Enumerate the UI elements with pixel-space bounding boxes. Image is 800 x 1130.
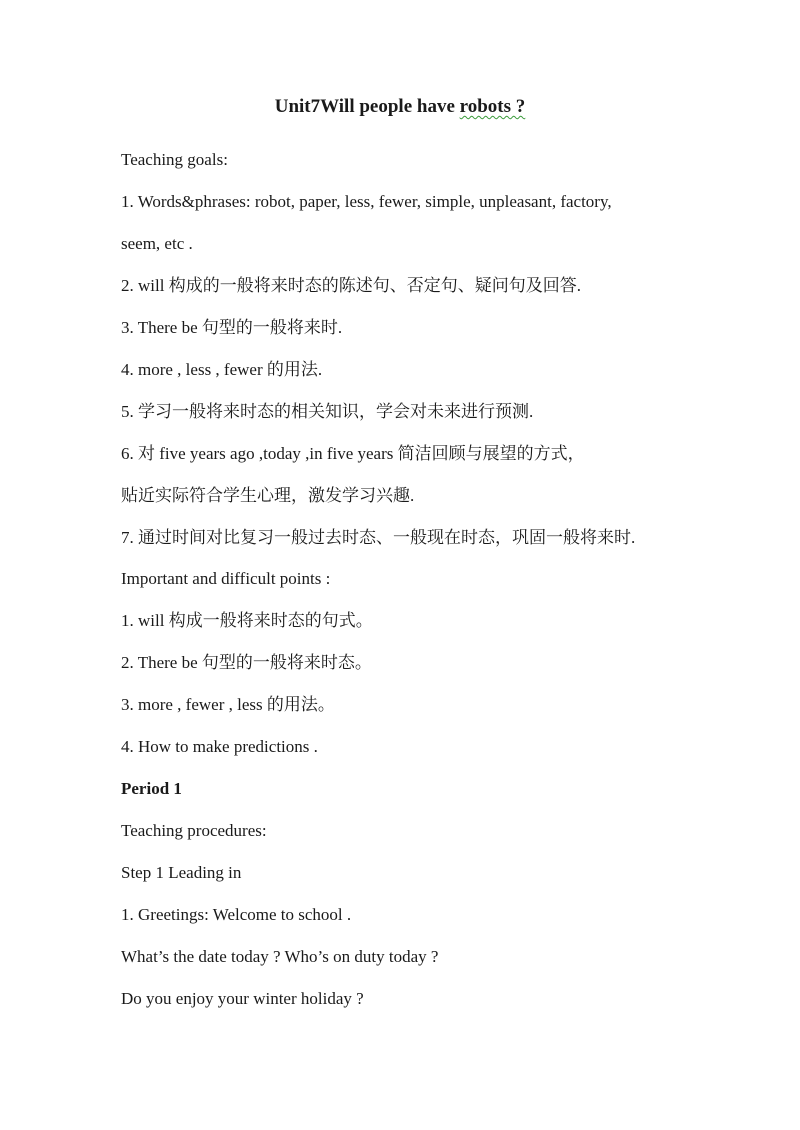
- point-item-1: 1. will 构成一般将来时态的句式。: [121, 611, 373, 630]
- goal-item-1-continued: seem, etc .: [121, 234, 193, 253]
- title-spellcheck-word: robots ?: [459, 96, 526, 117]
- goal-item-7: 7. 通过时间对比复习一般过去时态、一般现在时态，巩固一般将来时.: [121, 528, 636, 547]
- section-heading-teaching-goals: Teaching goals:: [121, 150, 228, 169]
- section-heading-important-points: Important and difficult points :: [121, 569, 331, 588]
- point-item-4: 4. How to make predictions .: [121, 737, 318, 756]
- document-title: [0, 96, 800, 118]
- procedure-item-1: 1. Greetings: Welcome to school .: [121, 905, 352, 924]
- goal-item-5: 5. 学习一般将来时态的相关知识，学会对未来进行预测.: [121, 402, 534, 421]
- point-item-2: 2. There be 句型的一般将来时态。: [121, 653, 372, 672]
- goal-item-4: 4. more , less , fewer 的用法.: [121, 360, 323, 379]
- goal-item-1: 1. Words&phrases: robot, paper, less, fewer, simple, unpleasant, factory,: [121, 192, 612, 211]
- goal-item-6-continued: 贴近实际符合学生心理，激发学习兴趣.: [121, 486, 415, 505]
- point-item-3: 3. more , fewer , less 的用法。: [121, 695, 335, 714]
- section-heading-procedures: Teaching procedures:: [121, 821, 267, 840]
- procedure-question-1: What’s the date today ? Who’s on duty today ?: [121, 947, 439, 966]
- period-heading: Period 1: [121, 779, 182, 798]
- goal-item-3: 3. There be 句型的一般将来时.: [121, 318, 343, 337]
- procedure-question-2: Do you enjoy your winter holiday ?: [121, 989, 364, 1008]
- goal-item-6: 6. 对 five years ago ,today ,in five years 简洁回顾与展望的方式，: [121, 444, 585, 463]
- title-text: Unit7Will people have: [274, 96, 460, 117]
- step-heading: Step 1 Leading in: [121, 863, 242, 882]
- goal-item-2: 2. will 构成的一般将来时态的陈述句、否定句、疑问句及回答.: [121, 276, 581, 295]
